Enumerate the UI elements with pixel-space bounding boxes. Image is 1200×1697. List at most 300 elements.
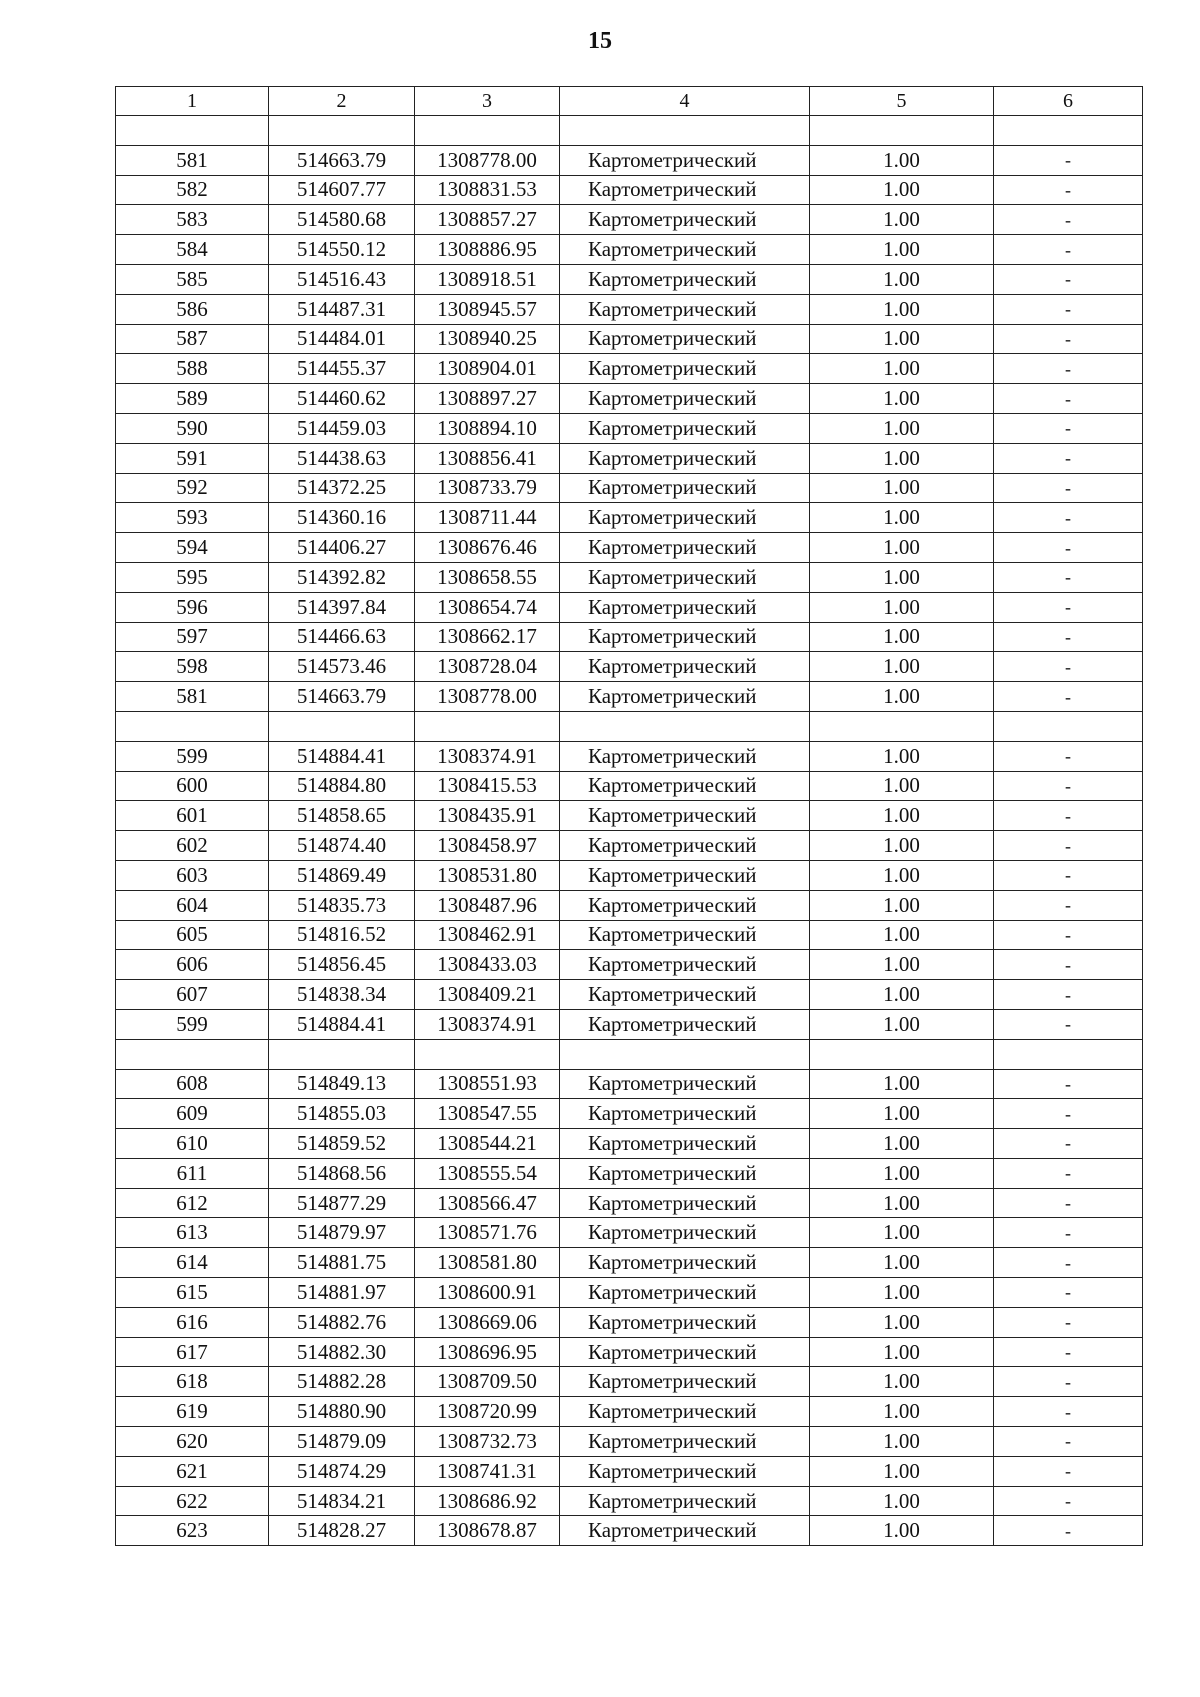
cell-method: Картометрический — [560, 831, 810, 861]
cell-method: Картометрический — [560, 1099, 810, 1129]
cell-method: Картометрический — [560, 175, 810, 205]
cell-method: Картометрический — [560, 741, 810, 771]
cell-coord-x: 514874.40 — [269, 831, 415, 861]
cell-coord-x: 514516.43 — [269, 264, 415, 294]
cell-note: - — [994, 294, 1143, 324]
cell-coord-y: 1308654.74 — [415, 592, 560, 622]
cell-coord-y: 1308374.91 — [415, 741, 560, 771]
cell-method: Картометрический — [560, 1248, 810, 1278]
cell-note: - — [994, 503, 1143, 533]
cell-coord-x — [269, 116, 415, 146]
cell-point-number: 587 — [116, 324, 269, 354]
cell-coord-y: 1308658.55 — [415, 562, 560, 592]
cell-coord-x: 514879.97 — [269, 1218, 415, 1248]
cell-note: - — [994, 1069, 1143, 1099]
column-header-2: 2 — [269, 87, 415, 116]
cell-coord-x: 514834.21 — [269, 1486, 415, 1516]
cell-point-number: 609 — [116, 1099, 269, 1129]
cell-method: Картометрический — [560, 1069, 810, 1099]
cell-note: - — [994, 1009, 1143, 1039]
cell-method: Картометрический — [560, 1218, 810, 1248]
cell-accuracy: 1.00 — [810, 1278, 994, 1308]
cell-note: - — [994, 205, 1143, 235]
cell-note — [994, 116, 1143, 146]
cell-coord-y: 1308409.21 — [415, 980, 560, 1010]
table-row — [116, 443, 1143, 473]
cell-accuracy: 1.00 — [810, 413, 994, 443]
table-row — [116, 562, 1143, 592]
cell-coord-y: 1308945.57 — [415, 294, 560, 324]
cell-note: - — [994, 1397, 1143, 1427]
cell-point-number: 612 — [116, 1188, 269, 1218]
cell-point-number: 617 — [116, 1337, 269, 1367]
cell-point-number: 618 — [116, 1367, 269, 1397]
cell-point-number: 602 — [116, 831, 269, 861]
separator-row — [116, 711, 1143, 741]
cell-method: Картометрический — [560, 980, 810, 1010]
column-header-4: 4 — [560, 87, 810, 116]
cell-note — [994, 711, 1143, 741]
table-row — [116, 860, 1143, 890]
table-row — [116, 1427, 1143, 1457]
cell-note: - — [994, 980, 1143, 1010]
cell-method: Картометрический — [560, 354, 810, 384]
cell-accuracy: 1.00 — [810, 1069, 994, 1099]
cell-coord-y: 1308778.00 — [415, 145, 560, 175]
cell-coord-y: 1308894.10 — [415, 413, 560, 443]
table-row — [116, 1486, 1143, 1516]
cell-accuracy: 1.00 — [810, 1337, 994, 1367]
cell-coord-x: 514438.63 — [269, 443, 415, 473]
column-header-5: 5 — [810, 87, 994, 116]
cell-accuracy — [810, 116, 994, 146]
cell-method: Картометрический — [560, 682, 810, 712]
table-row — [116, 175, 1143, 205]
cell-point-number: 619 — [116, 1397, 269, 1427]
cell-point-number: 604 — [116, 890, 269, 920]
cell-note: - — [994, 831, 1143, 861]
cell-note: - — [994, 1367, 1143, 1397]
cell-accuracy: 1.00 — [810, 1367, 994, 1397]
cell-note: - — [994, 890, 1143, 920]
cell-method: Картометрический — [560, 1188, 810, 1218]
cell-coord-y: 1308581.80 — [415, 1248, 560, 1278]
cell-coord-y: 1308733.79 — [415, 473, 560, 503]
table-row — [116, 741, 1143, 771]
cell-coord-y: 1308856.41 — [415, 443, 560, 473]
cell-coord-y — [415, 1039, 560, 1069]
table-row — [116, 831, 1143, 861]
cell-point-number: 605 — [116, 920, 269, 950]
table-row — [116, 294, 1143, 324]
cell-note: - — [994, 533, 1143, 563]
cell-accuracy: 1.00 — [810, 1188, 994, 1218]
cell-coord-x: 514880.90 — [269, 1397, 415, 1427]
cell-coord-y: 1308857.27 — [415, 205, 560, 235]
cell-point-number: 599 — [116, 1009, 269, 1039]
table-row — [116, 622, 1143, 652]
cell-note: - — [994, 324, 1143, 354]
cell-accuracy: 1.00 — [810, 264, 994, 294]
column-header-3: 3 — [415, 87, 560, 116]
cell-coord-x: 514459.03 — [269, 413, 415, 443]
cell-point-number — [116, 116, 269, 146]
cell-point-number: 588 — [116, 354, 269, 384]
cell-method — [560, 711, 810, 741]
cell-coord-x: 514855.03 — [269, 1099, 415, 1129]
cell-accuracy: 1.00 — [810, 235, 994, 265]
cell-point-number: 596 — [116, 592, 269, 622]
cell-coord-x: 514882.28 — [269, 1367, 415, 1397]
cell-coord-y: 1308600.91 — [415, 1278, 560, 1308]
cell-accuracy: 1.00 — [810, 1099, 994, 1129]
table-row — [116, 1337, 1143, 1367]
cell-coord-x: 514838.34 — [269, 980, 415, 1010]
cell-method: Картометрический — [560, 145, 810, 175]
cell-accuracy: 1.00 — [810, 1427, 994, 1457]
cell-coord-y: 1308686.92 — [415, 1486, 560, 1516]
cell-coord-y: 1308741.31 — [415, 1456, 560, 1486]
cell-point-number: 597 — [116, 622, 269, 652]
cell-method: Картометрический — [560, 264, 810, 294]
cell-note: - — [994, 950, 1143, 980]
cell-coord-x: 514392.82 — [269, 562, 415, 592]
cell-coord-y: 1308555.54 — [415, 1158, 560, 1188]
cell-coord-y: 1308678.87 — [415, 1516, 560, 1546]
cell-accuracy: 1.00 — [810, 503, 994, 533]
cell-coord-x: 514882.30 — [269, 1337, 415, 1367]
cell-accuracy: 1.00 — [810, 562, 994, 592]
cell-coord-y: 1308435.91 — [415, 801, 560, 831]
cell-coord-y: 1308918.51 — [415, 264, 560, 294]
cell-coord-x: 514460.62 — [269, 384, 415, 414]
separator-row — [116, 116, 1143, 146]
cell-accuracy: 1.00 — [810, 473, 994, 503]
cell-coord-x: 514835.73 — [269, 890, 415, 920]
cell-coord-x: 514881.75 — [269, 1248, 415, 1278]
cell-accuracy: 1.00 — [810, 741, 994, 771]
cell-accuracy: 1.00 — [810, 145, 994, 175]
cell-method: Картометрический — [560, 1158, 810, 1188]
table-row — [116, 354, 1143, 384]
table-row — [116, 592, 1143, 622]
cell-note: - — [994, 235, 1143, 265]
cell-coord-x: 514882.76 — [269, 1307, 415, 1337]
cell-method: Картометрический — [560, 652, 810, 682]
cell-note: - — [994, 1516, 1143, 1546]
cell-point-number: 621 — [116, 1456, 269, 1486]
cell-method: Картометрический — [560, 1009, 810, 1039]
cell-point-number: 590 — [116, 413, 269, 443]
cell-point-number: 614 — [116, 1248, 269, 1278]
column-header-1: 1 — [116, 87, 269, 116]
cell-point-number: 592 — [116, 473, 269, 503]
cell-accuracy: 1.00 — [810, 592, 994, 622]
table-row — [116, 890, 1143, 920]
cell-coord-y: 1308709.50 — [415, 1367, 560, 1397]
cell-coord-x: 514858.65 — [269, 801, 415, 831]
cell-point-number: 584 — [116, 235, 269, 265]
cell-note: - — [994, 1188, 1143, 1218]
cell-note: - — [994, 1486, 1143, 1516]
cell-coord-x: 514455.37 — [269, 354, 415, 384]
table-row — [116, 1248, 1143, 1278]
cell-coord-y: 1308728.04 — [415, 652, 560, 682]
cell-accuracy: 1.00 — [810, 205, 994, 235]
table-row — [116, 145, 1143, 175]
cell-accuracy: 1.00 — [810, 652, 994, 682]
cell-coord-x: 514397.84 — [269, 592, 415, 622]
cell-method: Картометрический — [560, 1278, 810, 1308]
cell-note: - — [994, 1307, 1143, 1337]
cell-method — [560, 1039, 810, 1069]
cell-coord-y: 1308547.55 — [415, 1099, 560, 1129]
cell-coord-x: 514487.31 — [269, 294, 415, 324]
cell-point-number: 610 — [116, 1129, 269, 1159]
cell-point-number: 586 — [116, 294, 269, 324]
cell-accuracy — [810, 1039, 994, 1069]
cell-point-number: 603 — [116, 860, 269, 890]
cell-coord-y: 1308374.91 — [415, 1009, 560, 1039]
cell-method: Картометрический — [560, 1129, 810, 1159]
cell-note: - — [994, 264, 1143, 294]
table-row — [116, 652, 1143, 682]
cell-method — [560, 116, 810, 146]
cell-point-number: 606 — [116, 950, 269, 980]
cell-note: - — [994, 443, 1143, 473]
cell-point-number: 593 — [116, 503, 269, 533]
cell-note: - — [994, 920, 1143, 950]
cell-coord-x: 514828.27 — [269, 1516, 415, 1546]
cell-accuracy: 1.00 — [810, 1009, 994, 1039]
cell-coord-x: 514884.41 — [269, 1009, 415, 1039]
cell-note: - — [994, 473, 1143, 503]
cell-method: Картометрический — [560, 1367, 810, 1397]
cell-coord-y: 1308531.80 — [415, 860, 560, 890]
cell-coord-x: 514859.52 — [269, 1129, 415, 1159]
cell-point-number: 594 — [116, 533, 269, 563]
cell-coord-y: 1308662.17 — [415, 622, 560, 652]
cell-point-number: 581 — [116, 145, 269, 175]
cell-accuracy: 1.00 — [810, 622, 994, 652]
cell-coord-y: 1308676.46 — [415, 533, 560, 563]
table-header — [116, 87, 1143, 116]
cell-method: Картометрический — [560, 533, 810, 563]
cell-accuracy: 1.00 — [810, 354, 994, 384]
cell-note: - — [994, 175, 1143, 205]
cell-coord-x: 514869.49 — [269, 860, 415, 890]
table-row — [116, 503, 1143, 533]
cell-accuracy: 1.00 — [810, 175, 994, 205]
table-row — [116, 1367, 1143, 1397]
cell-coord-x: 514874.29 — [269, 1456, 415, 1486]
table-row — [116, 1307, 1143, 1337]
cell-method: Картометрический — [560, 205, 810, 235]
separator-row — [116, 1039, 1143, 1069]
table-row — [116, 950, 1143, 980]
cell-note: - — [994, 145, 1143, 175]
cell-accuracy: 1.00 — [810, 950, 994, 980]
table-row — [116, 771, 1143, 801]
cell-method: Картометрический — [560, 1427, 810, 1457]
cell-coord-y: 1308720.99 — [415, 1397, 560, 1427]
cell-accuracy: 1.00 — [810, 384, 994, 414]
cell-coord-y: 1308831.53 — [415, 175, 560, 205]
cell-coord-y: 1308778.00 — [415, 682, 560, 712]
cell-point-number: 613 — [116, 1218, 269, 1248]
cell-point-number: 623 — [116, 1516, 269, 1546]
table-row — [116, 413, 1143, 443]
header-row — [116, 87, 1143, 116]
cell-coord-x: 514868.56 — [269, 1158, 415, 1188]
table-row — [116, 920, 1143, 950]
cell-coord-y: 1308904.01 — [415, 354, 560, 384]
cell-coord-x: 514884.41 — [269, 741, 415, 771]
cell-point-number: 591 — [116, 443, 269, 473]
cell-method: Картометрический — [560, 1397, 810, 1427]
cell-accuracy: 1.00 — [810, 1307, 994, 1337]
cell-accuracy: 1.00 — [810, 1158, 994, 1188]
cell-point-number — [116, 711, 269, 741]
cell-coord-y: 1308711.44 — [415, 503, 560, 533]
cell-note: - — [994, 771, 1143, 801]
cell-coord-x: 514550.12 — [269, 235, 415, 265]
cell-coord-y: 1308487.96 — [415, 890, 560, 920]
cell-coord-y: 1308544.21 — [415, 1129, 560, 1159]
cell-method: Картометрический — [560, 443, 810, 473]
table-row — [116, 1009, 1143, 1039]
cell-note: - — [994, 562, 1143, 592]
cell-accuracy: 1.00 — [810, 533, 994, 563]
cell-coord-y: 1308433.03 — [415, 950, 560, 980]
cell-point-number: 581 — [116, 682, 269, 712]
cell-accuracy — [810, 711, 994, 741]
cell-coord-y: 1308551.93 — [415, 1069, 560, 1099]
cell-method: Картометрический — [560, 592, 810, 622]
cell-coord-x: 514881.97 — [269, 1278, 415, 1308]
cell-coord-x — [269, 711, 415, 741]
table-row — [116, 980, 1143, 1010]
cell-coord-y — [415, 711, 560, 741]
cell-point-number: 600 — [116, 771, 269, 801]
cell-accuracy: 1.00 — [810, 890, 994, 920]
cell-note: - — [994, 1099, 1143, 1129]
cell-accuracy: 1.00 — [810, 860, 994, 890]
cell-method: Картометрический — [560, 503, 810, 533]
cell-coord-x: 514879.09 — [269, 1427, 415, 1457]
cell-note: - — [994, 413, 1143, 443]
cell-note: - — [994, 1248, 1143, 1278]
table-row — [116, 384, 1143, 414]
cell-coord-x: 514484.01 — [269, 324, 415, 354]
table-row — [116, 682, 1143, 712]
cell-point-number: 611 — [116, 1158, 269, 1188]
table-row — [116, 801, 1143, 831]
cell-point-number: 616 — [116, 1307, 269, 1337]
cell-note: - — [994, 652, 1143, 682]
table-row — [116, 1456, 1143, 1486]
cell-coord-x: 514580.68 — [269, 205, 415, 235]
cell-method: Картометрический — [560, 294, 810, 324]
cell-accuracy: 1.00 — [810, 1456, 994, 1486]
cell-point-number — [116, 1039, 269, 1069]
cell-coord-y: 1308696.95 — [415, 1337, 560, 1367]
cell-accuracy: 1.00 — [810, 682, 994, 712]
cell-method: Картометрический — [560, 384, 810, 414]
cell-coord-y — [415, 116, 560, 146]
table-body — [116, 116, 1143, 1546]
cell-note: - — [994, 592, 1143, 622]
table-row — [116, 1278, 1143, 1308]
cell-coord-x: 514877.29 — [269, 1188, 415, 1218]
coordinates-table — [115, 86, 1143, 1546]
cell-point-number: 607 — [116, 980, 269, 1010]
cell-point-number: 601 — [116, 801, 269, 831]
cell-method: Картометрический — [560, 801, 810, 831]
cell-accuracy: 1.00 — [810, 831, 994, 861]
cell-point-number: 598 — [116, 652, 269, 682]
table-row — [116, 324, 1143, 354]
cell-method: Картометрический — [560, 950, 810, 980]
table-row — [116, 264, 1143, 294]
table-row — [116, 1158, 1143, 1188]
table-row — [116, 1188, 1143, 1218]
cell-note: - — [994, 1456, 1143, 1486]
cell-method: Картометрический — [560, 324, 810, 354]
cell-note: - — [994, 741, 1143, 771]
cell-method: Картометрический — [560, 1486, 810, 1516]
cell-coord-y: 1308897.27 — [415, 384, 560, 414]
cell-accuracy: 1.00 — [810, 980, 994, 1010]
cell-coord-x: 514663.79 — [269, 682, 415, 712]
cell-point-number: 589 — [116, 384, 269, 414]
cell-note: - — [994, 1218, 1143, 1248]
table-row — [116, 1516, 1143, 1546]
cell-accuracy: 1.00 — [810, 1397, 994, 1427]
table-row — [116, 1069, 1143, 1099]
cell-coord-x: 514573.46 — [269, 652, 415, 682]
cell-coord-x — [269, 1039, 415, 1069]
page-number: 15 — [588, 28, 612, 54]
table-row — [116, 1218, 1143, 1248]
cell-coord-y: 1308732.73 — [415, 1427, 560, 1457]
cell-coord-y: 1308571.76 — [415, 1218, 560, 1248]
cell-note: - — [994, 801, 1143, 831]
table-row — [116, 533, 1143, 563]
table-row — [116, 1129, 1143, 1159]
cell-point-number: 615 — [116, 1278, 269, 1308]
cell-note: - — [994, 622, 1143, 652]
cell-method: Картометрический — [560, 562, 810, 592]
cell-note: - — [994, 384, 1143, 414]
cell-note: - — [994, 682, 1143, 712]
cell-point-number: 599 — [116, 741, 269, 771]
cell-point-number: 585 — [116, 264, 269, 294]
column-header-6: 6 — [994, 87, 1143, 116]
cell-accuracy: 1.00 — [810, 801, 994, 831]
cell-coord-y: 1308669.06 — [415, 1307, 560, 1337]
cell-coord-y: 1308458.97 — [415, 831, 560, 861]
cell-coord-x: 514406.27 — [269, 533, 415, 563]
cell-note: - — [994, 1129, 1143, 1159]
cell-method: Картометрический — [560, 920, 810, 950]
cell-note: - — [994, 354, 1143, 384]
cell-method: Картометрический — [560, 860, 810, 890]
cell-coord-x: 514884.80 — [269, 771, 415, 801]
cell-coord-x: 514360.16 — [269, 503, 415, 533]
cell-method: Картометрический — [560, 1307, 810, 1337]
cell-point-number: 622 — [116, 1486, 269, 1516]
